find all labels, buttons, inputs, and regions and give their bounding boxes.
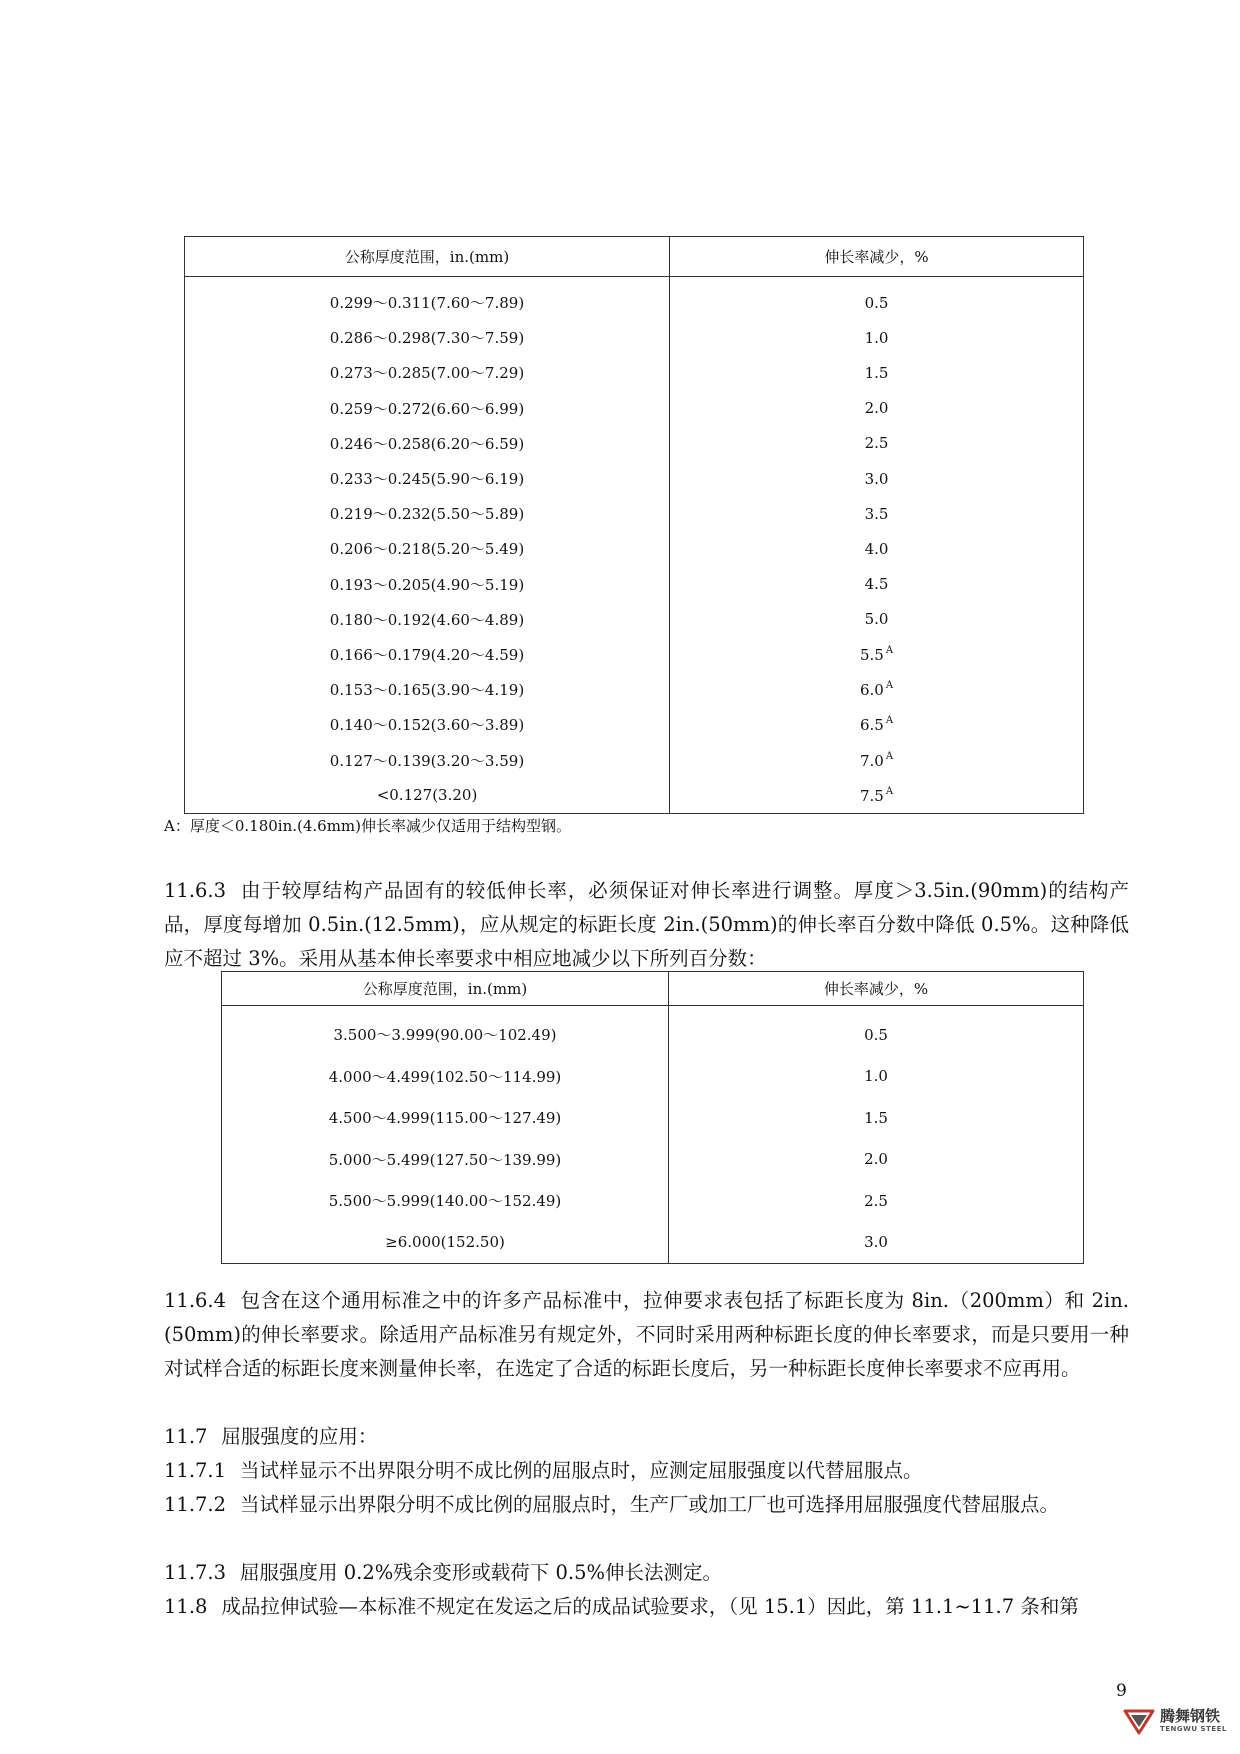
footnote-marker: A — [885, 680, 894, 692]
table-row — [185, 742, 1084, 777]
thickness-range-cell: 3.500～3.999(90.00～102.49) — [222, 1006, 669, 1056]
paragraph-text: 成品拉伸试验—本标准不规定在发运之后的成品试验要求，（见 15.1）因此，第 11.1~11.7 条和第 — [221, 1595, 1079, 1618]
column-header-elongation-reduction: 伸长率减少，% — [670, 237, 1084, 277]
paragraph-text: 屈服强度的应用： — [221, 1425, 378, 1448]
reduction-value: 4.0 — [864, 539, 889, 558]
elongation-reduction-cell — [669, 1056, 1084, 1098]
section-number: 11.7 — [164, 1425, 208, 1448]
footnote-marker: A — [885, 715, 894, 727]
reduction-value: 1.0 — [864, 328, 889, 347]
paragraph-11-6-4 — [164, 1284, 1129, 1386]
elongation-reduction-cell — [670, 355, 1084, 390]
thickness-range-cell: <0.127(3.20) — [185, 778, 670, 814]
thickness-range-cell: 0.206～0.218(5.20～5.49) — [185, 531, 670, 566]
table-row — [185, 391, 1084, 426]
elongation-reduction-cell — [670, 320, 1084, 355]
reduction-value: 6.5 — [859, 716, 884, 735]
reduction-value: 3.5 — [864, 504, 889, 523]
elongation-reduction-cell — [670, 672, 1084, 707]
elongation-reduction-cell — [670, 496, 1084, 531]
thickness-range-cell: 5.500～5.999(140.00～152.49) — [222, 1180, 669, 1222]
reduction-value: 1.5 — [864, 363, 889, 382]
elongation-reduction-cell — [669, 1180, 1084, 1222]
table-row — [222, 1056, 1084, 1098]
thickness-range-cell: 4.000～4.499(102.50～114.99) — [222, 1056, 669, 1098]
table-header-row — [222, 972, 1084, 1006]
thickness-range-cell: 0.180～0.192(4.60～4.89) — [185, 602, 670, 637]
table-row — [185, 355, 1084, 390]
section-number: 11.6.3 — [164, 879, 227, 902]
thickness-range-cell: 4.500～4.999(115.00～127.49) — [222, 1097, 669, 1139]
section-number: 11.8 — [164, 1595, 208, 1618]
table-row — [185, 496, 1084, 531]
reduction-value: 1.5 — [864, 1108, 888, 1127]
table-row — [185, 672, 1084, 707]
table-row — [185, 426, 1084, 461]
table-row — [222, 1006, 1084, 1056]
reduction-value: 0.5 — [864, 293, 889, 312]
table-row — [185, 778, 1084, 814]
paragraph-text: 当试样显示出界限分明不成比例的屈服点时，生产厂或加工厂也可选择用屈服强度代替屈服点。 — [240, 1493, 1060, 1516]
table-row — [185, 567, 1084, 602]
footnote-marker: A — [885, 785, 894, 797]
company-logo — [1122, 1706, 1227, 1736]
table-row — [185, 461, 1084, 496]
column-header-elongation-reduction: 伸长率减少，% — [669, 972, 1084, 1006]
thickness-range-cell: 0.153～0.165(3.90～4.19) — [185, 672, 670, 707]
thickness-range-cell: 0.233～0.245(5.90～6.19) — [185, 461, 670, 496]
logo-chinese-text: 腾舞钢铁 — [1160, 1707, 1221, 1725]
paragraph-11-8 — [164, 1590, 1129, 1624]
reduction-value: 7.5 — [859, 786, 884, 805]
table-row — [222, 1139, 1084, 1181]
reduction-value: 2.0 — [864, 1150, 888, 1169]
table-row — [185, 320, 1084, 355]
paragraph-11-7-2 — [164, 1488, 1129, 1522]
elongation-reduction-cell — [670, 277, 1084, 321]
thickness-range-cell: 0.140～0.152(3.60～3.89) — [185, 707, 670, 742]
thickness-range-cell: 0.166～0.179(4.20～4.59) — [185, 637, 670, 672]
section-number: 11.7.3 — [164, 1561, 227, 1584]
reduction-value: 2.5 — [864, 434, 889, 453]
elongation-reduction-cell — [669, 1006, 1084, 1056]
elongation-reduction-cell — [670, 778, 1084, 814]
thickness-range-cell: 0.273～0.285(7.00～7.29) — [185, 355, 670, 390]
paragraph-11-7-3 — [164, 1556, 1129, 1590]
reduction-value: 0.5 — [864, 1025, 888, 1044]
reduction-value: 5.0 — [864, 610, 889, 629]
thickness-range-cell: 0.193～0.205(4.90～5.19) — [185, 567, 670, 602]
reduction-value: 3.0 — [864, 469, 889, 488]
table-row — [222, 1097, 1084, 1139]
thickness-range-cell: ≥6.000(152.50) — [222, 1222, 669, 1264]
elongation-reduction-cell — [670, 567, 1084, 602]
paragraph-text: 包含在这个通用标准之中的许多产品标准中，拉伸要求表包括了标距长度为 8in.（200mm）和 2in.(50mm)的伸长率要求。除适用产品标准另有规定外，不同时采用两种标距长度的伸长率要求，而是只要用一种对试样合适的标距长度来测量伸长率，在选定了合适的标距长度后，另一种标距长度伸长率要求不应再用。 — [164, 1289, 1129, 1380]
elongation-reduction-cell — [670, 637, 1084, 672]
reduction-value: 3.0 — [864, 1233, 888, 1252]
reduction-value: 7.0 — [859, 751, 884, 770]
paragraph-11-7-1 — [164, 1454, 1129, 1488]
logo-english-text: TENGWU STEEL — [1160, 1725, 1227, 1733]
reduction-value: 2.0 — [864, 399, 889, 418]
elongation-reduction-cell — [669, 1139, 1084, 1181]
thickness-range-cell: 0.246～0.258(6.20～6.59) — [185, 426, 670, 461]
thickness-range-cell: 5.000～5.499(127.50～139.99) — [222, 1139, 669, 1181]
table-row — [185, 531, 1084, 566]
footnote-marker: A — [885, 750, 894, 762]
reduction-value: 6.0 — [859, 681, 884, 700]
thickness-range-cell: 0.127～0.139(3.20～3.59) — [185, 742, 670, 777]
elongation-reduction-cell — [669, 1097, 1084, 1139]
elongation-reduction-cell — [670, 426, 1084, 461]
page-number: 9 — [1116, 1681, 1127, 1701]
table-row — [185, 707, 1084, 742]
elongation-reduction-cell — [670, 742, 1084, 777]
thickness-range-cell: 0.286～0.298(7.30～7.59) — [185, 320, 670, 355]
table-footnote: A：厚度＜0.180in.(4.6mm)伸长率减少仅适用于结构型钢。 — [164, 817, 572, 835]
elongation-reduction-cell — [669, 1222, 1084, 1264]
section-number: 11.7.2 — [164, 1493, 227, 1516]
section-number: 11.6.4 — [164, 1289, 227, 1312]
thickness-range-cell: 0.299～0.311(7.60～7.89) — [185, 277, 670, 321]
paragraph-text: 当试样显示不出界限分明不成比例的屈服点时，应测定屈服强度以代替屈服点。 — [240, 1459, 923, 1482]
column-header-thickness-range: 公称厚度范围，in.(mm) — [185, 237, 670, 277]
section-number: 11.7.1 — [164, 1459, 227, 1482]
tengwu-logo-icon — [1122, 1706, 1156, 1736]
thickness-elongation-table-2 — [221, 971, 1084, 1264]
column-header-thickness-range: 公称厚度范围，in.(mm) — [222, 972, 669, 1006]
elongation-reduction-cell — [670, 461, 1084, 496]
elongation-reduction-cell — [670, 707, 1084, 742]
table-row — [185, 637, 1084, 672]
table-row — [185, 602, 1084, 637]
elongation-reduction-cell — [670, 531, 1084, 566]
thickness-range-cell: 0.259～0.272(6.60～6.99) — [185, 391, 670, 426]
paragraph-text: 屈服强度用 0.2%残余变形或载荷下 0.5%伸长法测定。 — [240, 1561, 723, 1584]
footnote-marker: A — [885, 644, 894, 656]
paragraph-11-7 — [164, 1420, 1129, 1454]
table-row — [185, 277, 1084, 321]
table-header-row — [185, 237, 1084, 277]
reduction-value: 2.5 — [864, 1191, 888, 1210]
elongation-reduction-cell — [670, 391, 1084, 426]
table-row — [222, 1222, 1084, 1264]
reduction-value: 5.5 — [859, 645, 884, 664]
paragraph-11-6-3 — [164, 874, 1129, 976]
thickness-range-cell: 0.219～0.232(5.50～5.89) — [185, 496, 670, 531]
reduction-value: 1.0 — [864, 1067, 888, 1086]
thickness-elongation-table-1 — [184, 236, 1084, 814]
reduction-value: 4.5 — [864, 575, 889, 594]
table-row — [222, 1180, 1084, 1222]
elongation-reduction-cell — [670, 602, 1084, 637]
paragraph-text: 由于较厚结构产品固有的较低伸长率，必须保证对伸长率进行调整。厚度＞3.5in.(90mm)的结构产品，厚度每增加 0.5in.(12.5mm)，应从规定的标距长度 2in.(50mm)的伸长率百分数中降低 0.5%。这种降低应不超过 3%。采用从基本伸长率要求中相应地减少以下所列百分数： — [164, 879, 1129, 970]
